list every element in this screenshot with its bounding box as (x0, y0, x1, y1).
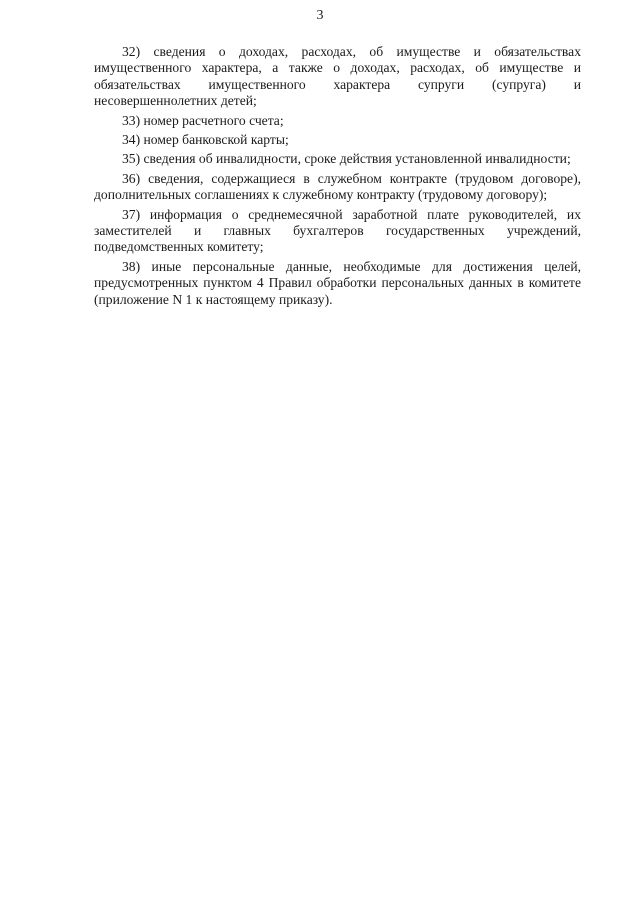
page-number: 3 (316, 8, 324, 23)
list-item-38: 38) иные персональные данные, необходимые для достижения целей, предусмотренных пунктом 4 Правил обработки персональных данных в комитете (приложение N 1 к настоящему приказу). (94, 258, 581, 307)
list-item-34: 34) номер банковской карты; (122, 132, 289, 148)
list-item-32: 32) сведения о доходах, расходах, об имуществе и обязательствах имущественного характера, а также о доходах, расходах, об имуществе и обязательствах имущественного характера супруги (супруга) и несовершеннолетних детей; (94, 44, 581, 109)
list-item-35: 35) сведения об инвалидности, сроке действия установленной инвалидности; (122, 151, 571, 167)
document-body (94, 44, 581, 311)
list-item-36: 36) сведения, содержащиеся в служебном контракте (трудовом договоре), дополнительных соглашениях к служебному контракту (трудовому договору); (94, 170, 581, 203)
list-item-37: 37) информация о среднемесячной заработной плате руководителей, их заместителей и главных бухгалтеров государственных учреждений, подведомственных комитету; (94, 206, 581, 255)
list-item-33: 33) номер расчетного счета; (122, 112, 284, 128)
